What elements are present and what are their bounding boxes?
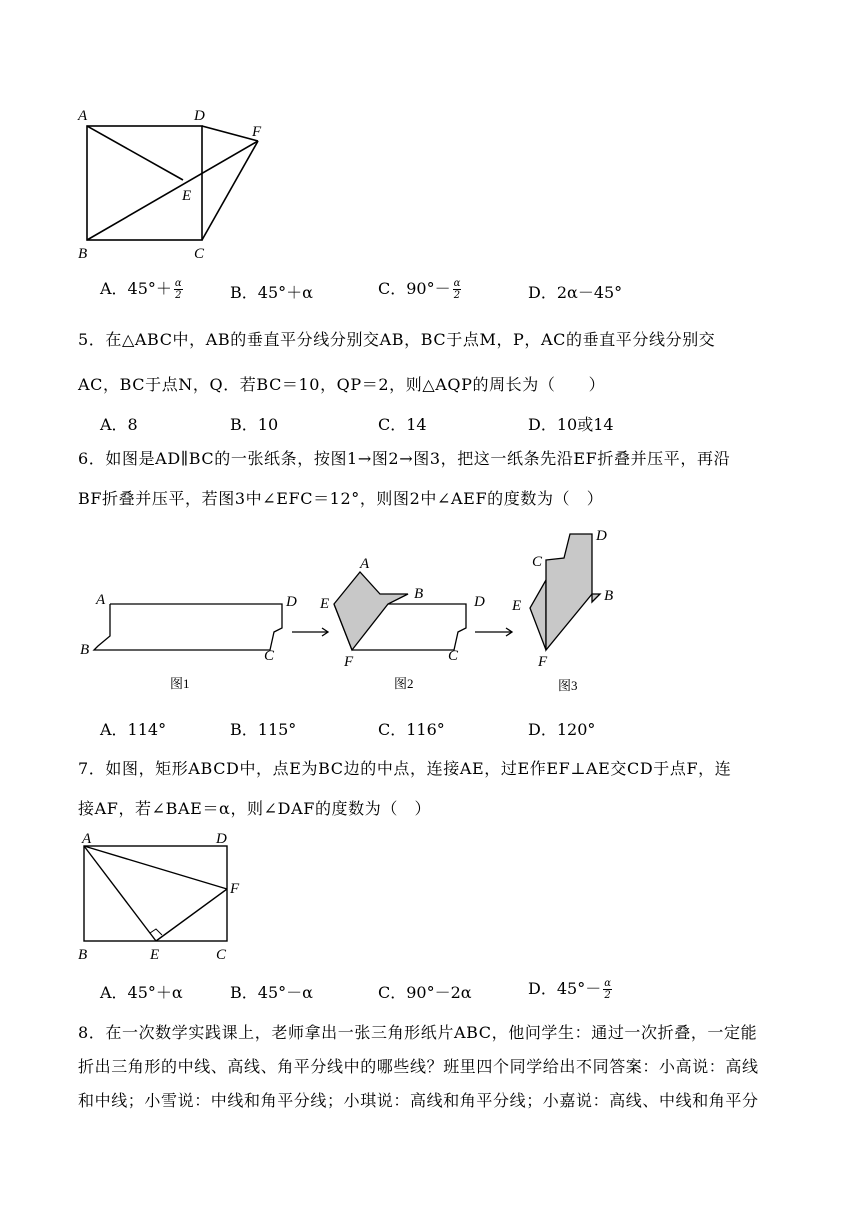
fig1-label-B: B [80, 642, 90, 658]
q7-label-A: A [82, 831, 92, 847]
q7-label-E: E [150, 947, 160, 963]
fig2-label-F: F [344, 654, 354, 670]
q6-option-d: D．120° [528, 720, 596, 739]
q4-option-a: A．45°＋ $\frac{\alpha}{2}$ [100, 278, 182, 301]
q6-option-c: C．116° [378, 720, 445, 739]
q7-option-a: A．45°＋α [100, 983, 183, 1002]
label-D: D [194, 108, 205, 124]
q7-label-B: B [78, 947, 88, 963]
q5-option-a: A．8 [100, 415, 138, 434]
q5-text-line2: AC，BC于点N，Q．若BC＝10，QP＝2，则△AQP的周长为（ ） [78, 375, 606, 394]
q6-text-line2: BF折叠并压平，若图3中∠EFC＝12°，则图2中∠AEF的度数为（ ） [78, 489, 604, 508]
q8-text-line1: 8．在一次数学实践课上，老师拿出一张三角形纸片ABC，他问学生：通过一次折叠，一定能 [78, 1023, 758, 1042]
fig1-label-D: D [286, 594, 297, 610]
fig3-label-B: B [604, 588, 614, 604]
q6-option-a: A．114° [100, 720, 167, 739]
label-F: F [252, 124, 262, 140]
q7-option-d: D．45°－ $\frac{\alpha}{2}$ [528, 978, 611, 1001]
label-A: A [78, 108, 88, 124]
q7-label-C: C [216, 947, 227, 963]
q5-option-b: B．10 [230, 415, 279, 434]
q7-label-D: D [216, 831, 227, 847]
q5-option-d: D．10或14 [528, 415, 614, 434]
figure-q7 [70, 825, 260, 965]
q7-text-line1: 7．如图，矩形ABCD中，点E为BC边的中点，连接AE，过E作EF⊥AE交CD于点F，连 [78, 759, 732, 778]
q4-option-d: D．2α－45° [528, 283, 623, 302]
q5-text-line1: 5．在△ABC中，AB的垂直平分线分别交AB，BC于点M，P，AC的垂直平分线分别交 [78, 330, 716, 349]
label-B: B [78, 246, 88, 262]
fig3-label-F: F [538, 654, 548, 670]
fig3-label-E: E [512, 598, 522, 614]
q8-text-line2: 折出三角形的中线、高线、角平分线中的哪些线？班里四个同学给出不同答案：小高说：高线 [78, 1057, 759, 1076]
label-E: E [182, 188, 192, 204]
q4-option-c: C．90°－ $\frac{\alpha}{2}$ [378, 278, 461, 301]
fig3-label-D: D [596, 528, 607, 544]
fig1-label-A: A [96, 592, 106, 608]
caption-fig1: 图1 [170, 676, 190, 691]
caption-fig3: 图3 [558, 678, 578, 693]
q4-option-b: B．45°＋α [230, 283, 313, 302]
figure-q6 [70, 520, 630, 700]
q7-label-F: F [230, 881, 240, 897]
fig2-label-C: C [448, 648, 459, 664]
fig1-label-C: C [264, 648, 275, 664]
q7-option-c: C．90°－2α [378, 983, 472, 1002]
q6-text-line1: 6．如图是AD∥BC的一张纸条，按图1→图2→图3，把这一纸条先沿EF折叠并压平，再沿 [78, 449, 731, 468]
fig2-label-B: B [414, 586, 424, 602]
q8-text-line3: 和中线；小雪说：中线和角平分线；小琪说：高线和角平分线；小嘉说：高线、中线和角平分 [78, 1091, 759, 1110]
fig2-label-D: D [474, 594, 485, 610]
q5-option-c: C．14 [378, 415, 427, 434]
fig3-label-C: C [532, 554, 543, 570]
q6-option-b: B．115° [230, 720, 297, 739]
fig2-label-A: A [360, 556, 370, 572]
caption-fig2: 图2 [394, 676, 414, 691]
q7-option-b: B．45°－α [230, 983, 313, 1002]
figure-q4 [70, 100, 290, 265]
fig2-label-E: E [320, 596, 330, 612]
q7-text-line2: 接AF，若∠BAE＝α，则∠DAF的度数为（ ） [78, 799, 432, 818]
label-C: C [194, 246, 205, 262]
